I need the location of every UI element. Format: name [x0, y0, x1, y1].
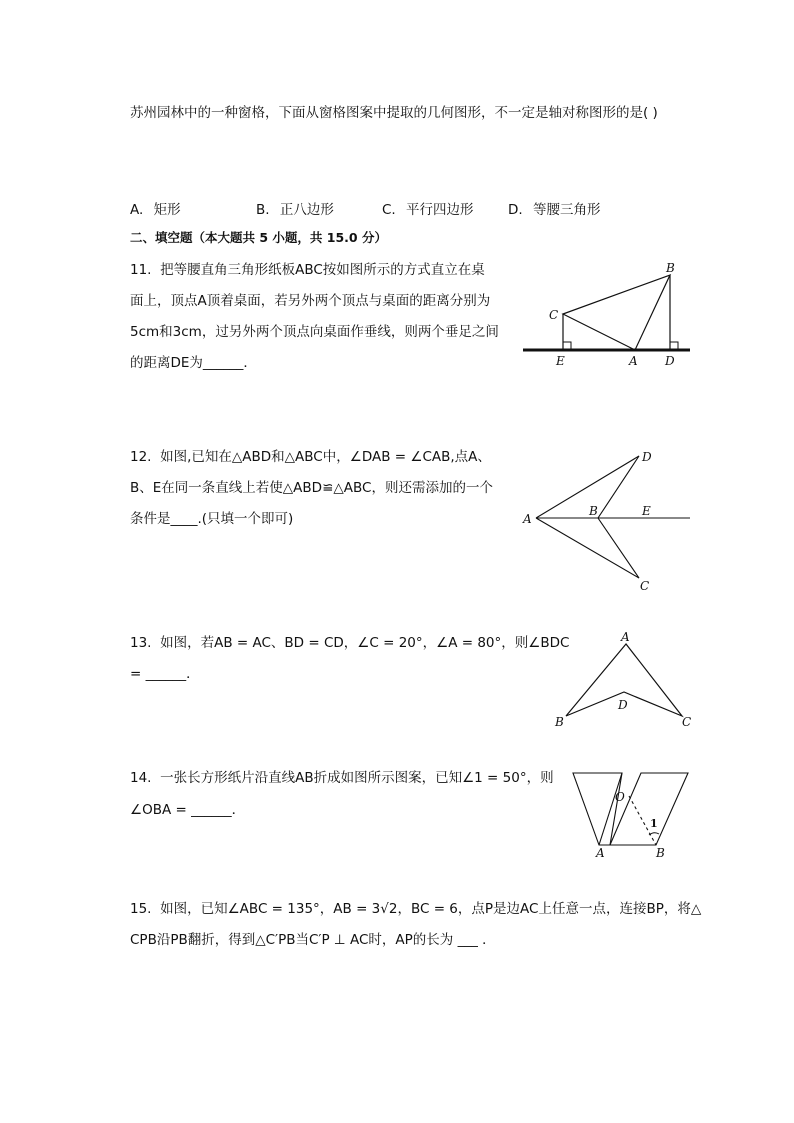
label-d: D — [642, 450, 652, 464]
q13-line1 — [130, 634, 569, 652]
q11-line3: 5cm和3cm，过另外两个顶点向桌面作垂线，则两个垂足之间 — [130, 324, 499, 340]
question-number: 15. — [130, 901, 152, 917]
q14-line2: ∠OBA = ______． — [130, 802, 246, 818]
question-number: 11. — [130, 262, 152, 278]
label-o: O — [615, 790, 625, 804]
option-text: 正八边形 — [279, 202, 334, 218]
q10-option-a[interactable] — [130, 198, 181, 218]
label-a: A — [596, 846, 605, 860]
q10-stem: 苏州园林中的一种窗格，下面从窗格图案中提取的几何图形，不一定是轴对称图形的是( ) — [130, 105, 658, 121]
strip-right — [610, 773, 688, 845]
q13-line2: = ______． — [130, 666, 200, 682]
label-b: B — [666, 261, 675, 275]
q11-line1 — [130, 261, 485, 279]
label-b: B — [656, 846, 665, 860]
label-e: E — [642, 504, 651, 518]
label-d: D — [618, 698, 628, 712]
q15-line2: CPB沿PB翻折，得到△C′PB当C′P ⊥ AC时，AP的长为 ___ ． — [130, 932, 496, 948]
label-c: C — [640, 579, 650, 593]
question-number: 14. — [130, 770, 152, 786]
option-text: 平行四边形 — [406, 202, 474, 218]
label-a: A — [523, 512, 532, 526]
question-number: 13. — [130, 635, 152, 651]
option-text: 矩形 — [153, 202, 181, 218]
q14-figure — [566, 764, 696, 864]
label-c: C — [549, 308, 559, 322]
q11-line2: 面上，顶点A顶着桌面，若另外两个顶点与桌面的距离分别为 — [130, 293, 491, 309]
option-letter: A. — [130, 202, 144, 218]
triangle-abc — [563, 275, 670, 350]
fold-edge — [599, 773, 622, 845]
q14-line1 — [130, 769, 554, 787]
label-d: D — [665, 354, 675, 368]
q13-text1: 如图，若AB = AC、BD = CD，∠C = 20°，∠A = 80°，则∠BDC — [160, 635, 570, 651]
option-letter: B. — [256, 202, 270, 218]
q12-figure — [518, 444, 693, 596]
label-a: A — [629, 354, 638, 368]
q13-figure — [548, 628, 698, 732]
label-a: A — [621, 630, 630, 644]
option-text: 等腰三角形 — [532, 202, 601, 218]
q11-line4: 的距离DE为______． — [130, 355, 257, 371]
q10-option-b[interactable] — [256, 198, 334, 218]
shape-adbc — [536, 456, 639, 578]
q15-line1 — [130, 900, 701, 918]
q10-option-d[interactable] — [508, 198, 600, 218]
q12-line2: B、E在同一条直线上若使△ABD≌△ABC，则还需添加的一个 — [130, 480, 493, 496]
label-angle-1: 1 — [650, 817, 658, 830]
q10-option-c[interactable] — [382, 198, 474, 218]
q12-line3: 条件是____.(只填一个即可) — [130, 511, 294, 527]
question-number: 12. — [130, 449, 152, 465]
section-title: 二、填空题（本大题共 5 小题，共 15.0 分） — [130, 230, 387, 245]
q12-line1 — [130, 448, 491, 466]
q14-text1: 一张长方形纸片沿直线AB折成如图所示图案，已知∠1 = 50°，则 — [160, 770, 554, 786]
option-letter: C. — [382, 202, 396, 218]
option-letter: D. — [508, 202, 523, 218]
label-e: E — [556, 354, 565, 368]
q15-text1: 如图，已知∠ABC = 135°，AB = 3√2，BC = 6，点P是边AC上任意一点，连接BP，将△ — [160, 901, 702, 917]
q12-text1: 如图,已知在△ABD和△ABC中，∠DAB = ∠CAB,点A、 — [160, 449, 491, 465]
label-b: B — [555, 715, 564, 729]
q11-figure — [520, 258, 695, 374]
q11-text1: 把等腰直角三角形纸板ABC按如图所示的方式直立在桌 — [160, 262, 485, 278]
label-b: B — [589, 504, 598, 518]
label-c: C — [682, 715, 692, 729]
